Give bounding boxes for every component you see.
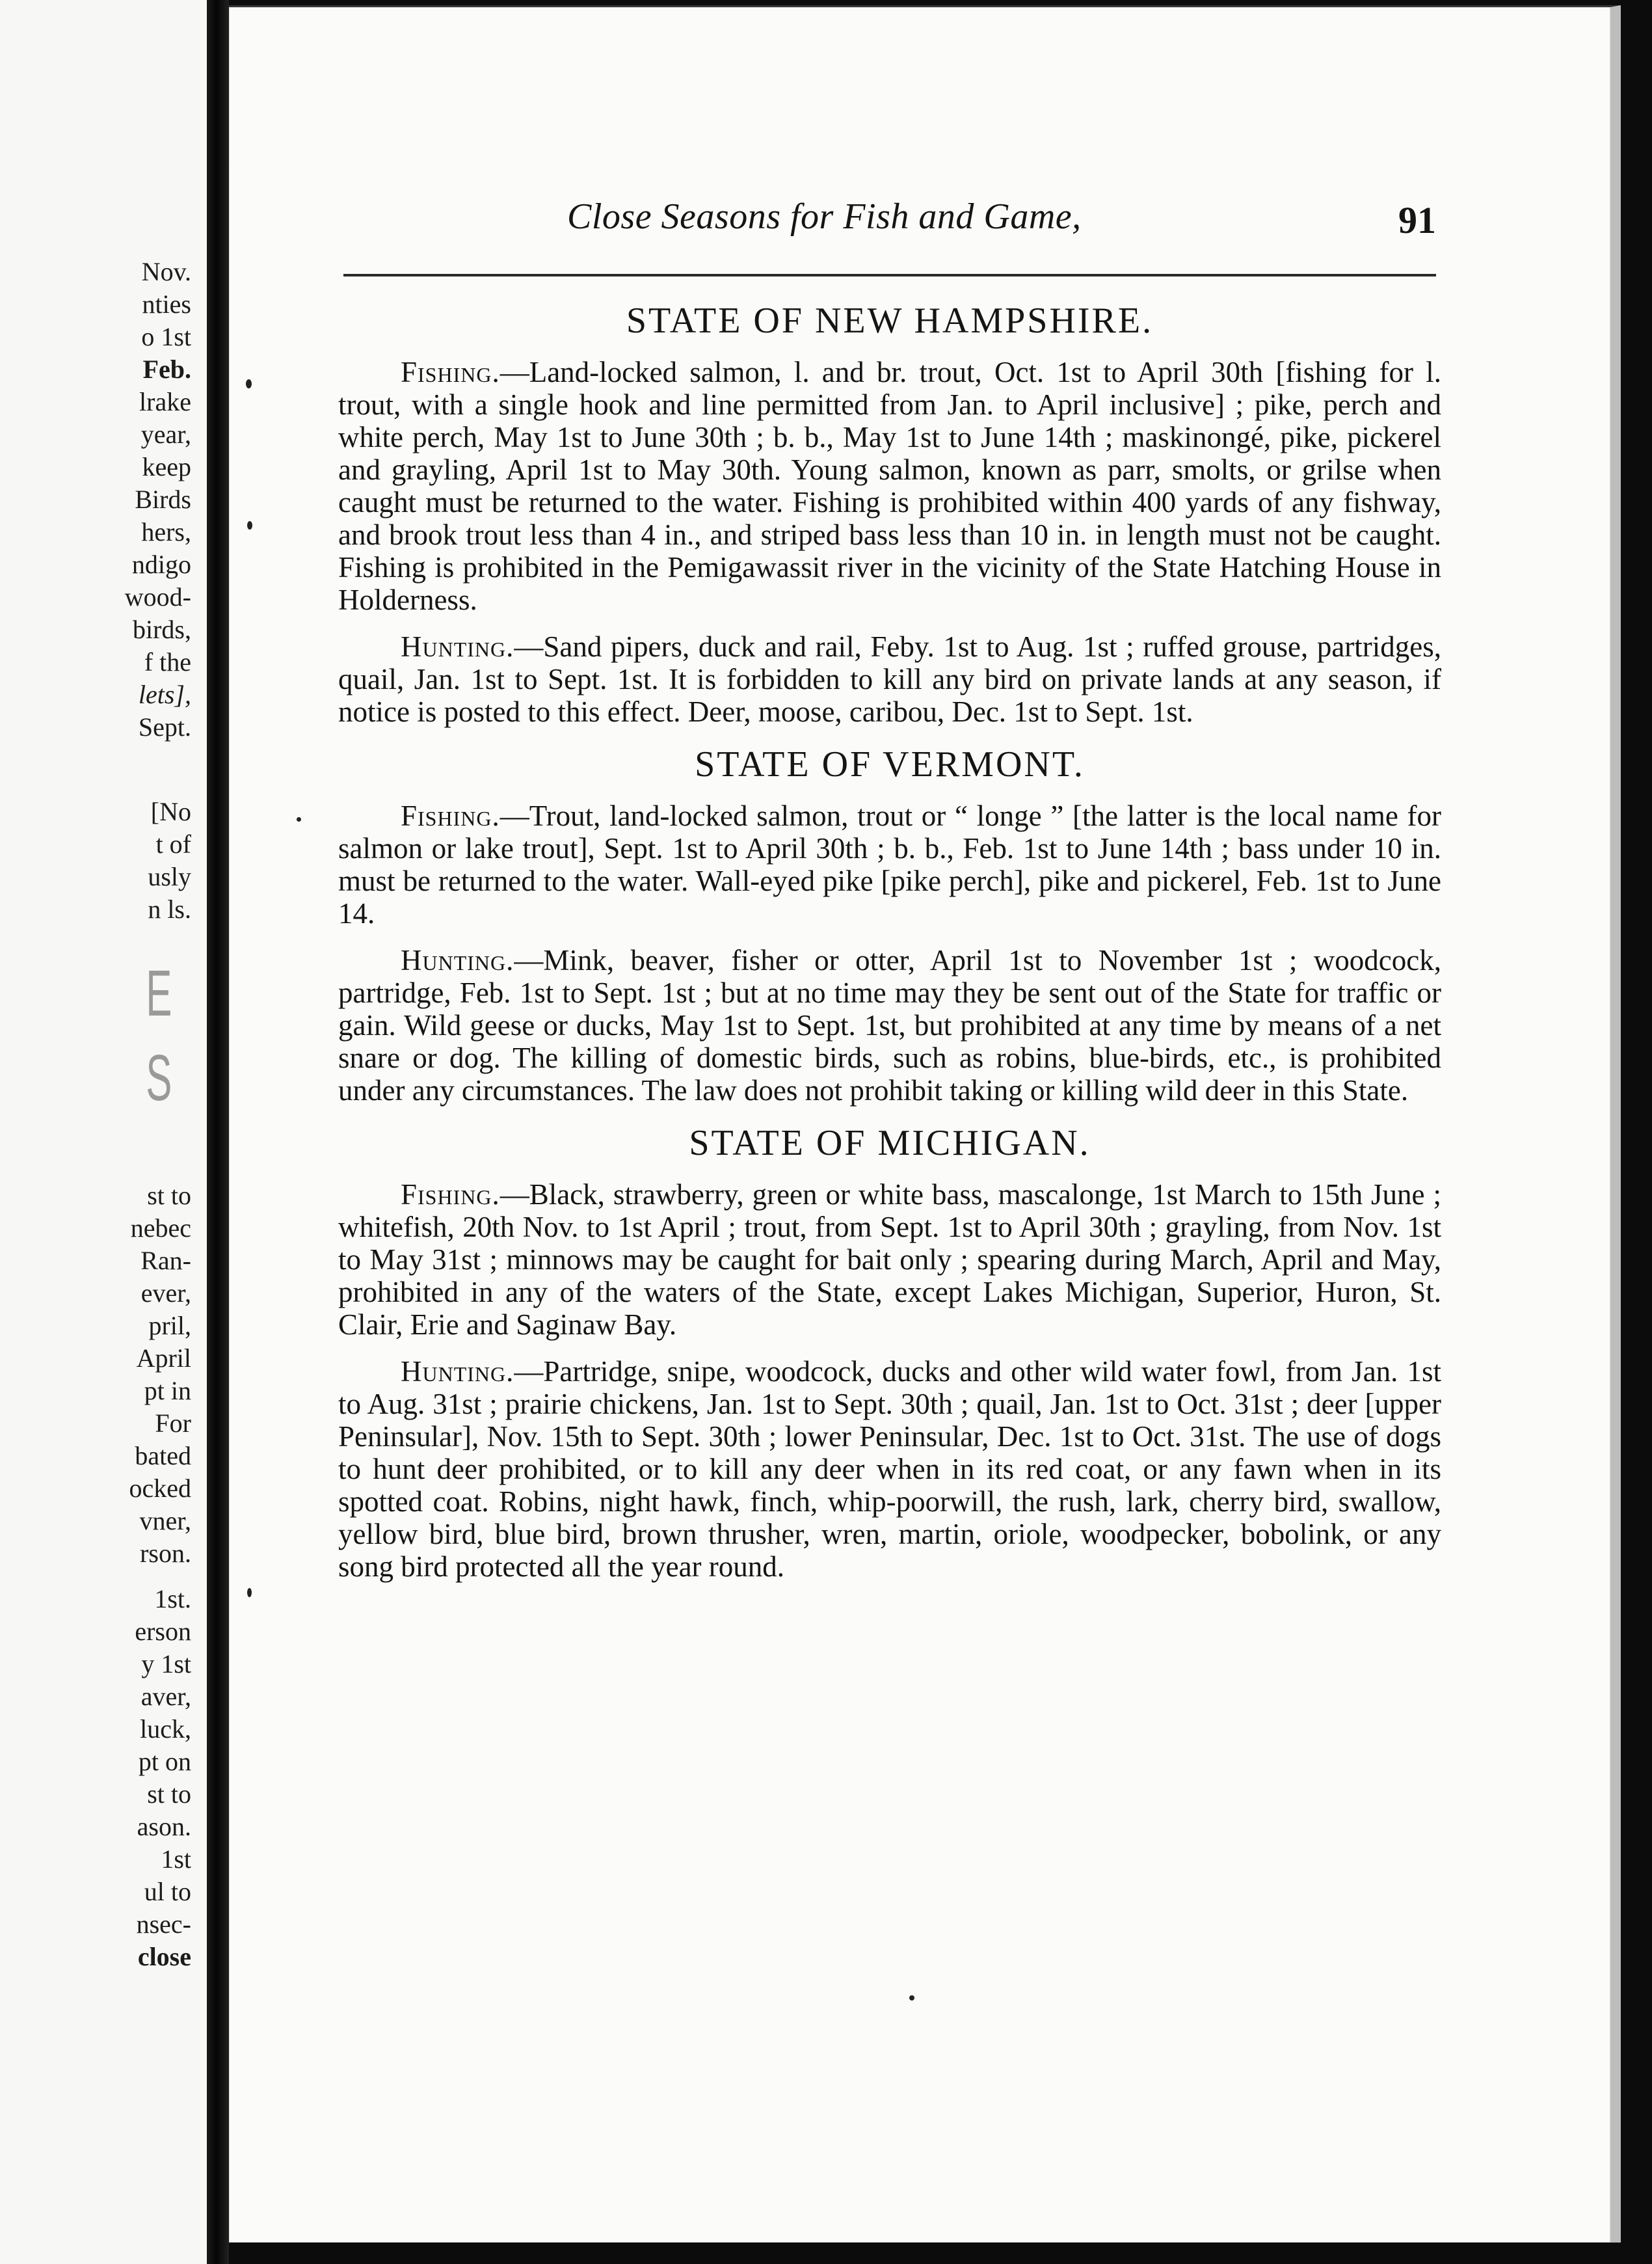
speckle-mark [909,1995,914,2001]
speckle-mark [297,817,301,822]
paragraph-text: —Sand pipers, duck and rail, Feby. 1st to Aug. 1st ; ruffed grouse, partridges, quail, Jan. 1st to Sept. 1st. It is forbidden to kill any bird on private lands at any season, if notice is posted to this effect. Deer, moose, caribou, Dec. 1st to Sept. 1st. [338,630,1441,728]
left-page-fragment: vner, [139,1506,191,1535]
left-page-fragment: pt in [144,1376,191,1405]
left-page-fragment: nebec [130,1213,191,1243]
fishing-paragraph [338,1178,1441,1341]
fishing-paragraph [338,800,1441,930]
section-new-hampshire [338,300,1441,728]
faded-glyph-icon: S [146,1042,172,1114]
left-page-fragment: Feb. [142,355,191,384]
left-page-fragment: Birds [135,485,191,514]
left-page-fragment: wood- [124,582,191,612]
hunting-paragraph [338,944,1441,1107]
paragraph-text: —Black, strawberry, green or white bass, mascalonge, 1st March to 15th June ; whitefish, 20th Nov. to 1st April ; trout, from Sept. 1st to April 30th ; grayling, from Nov. 1st to May 31st ; minnows may be caught for bait only ; spearing during March, April and May, prohibited in any of the waters of the State, except Lakes Michigan, Superior, Huron, St. Clair, Erie and Saginaw Bay. [338,1178,1441,1341]
paragraph-rubric: Fishing. [401,356,500,388]
paragraph-rubric: Fishing. [401,800,500,832]
left-page-fragment: o 1st [141,322,191,351]
page-header [229,196,1610,248]
left-page-fragment: t of [155,829,191,859]
section-heading: STATE OF MICHIGAN. [689,1123,1091,1163]
paragraph-text: —Trout, land-locked salmon, trout or “ longe ” [the latter is the local name for salmon or lake trout], Sept. 1st to April 30th ; b. b., Feb. 1st to June 14th ; bass under 10 in. must be returned to the water. Wall-eyed pike [pike perch], pike and pickerel, Feb. 1st to June 14. [338,800,1441,930]
left-page-fragment: pril, [148,1311,191,1340]
book-page [229,5,1621,2243]
left-page-fragment: st to [147,1779,191,1809]
left-page-fragment: ason. [137,1812,191,1841]
left-page-fragment: luck, [140,1714,191,1744]
left-page-fragment: 1st [161,1844,191,1874]
fishing-paragraph [338,356,1441,616]
left-page-fragment: April [136,1343,191,1373]
section-michigan [338,1122,1441,1583]
left-page-fragment: keep [142,452,191,481]
header-rule [343,274,1436,276]
left-page-fragment: f the [144,647,191,677]
hunting-paragraph [338,1355,1441,1583]
paragraph-text: —Partridge, snipe, woodcock, ducks and other wild water fowl, from Jan. 1st to Aug. 31st ; prairie chickens, Jan. 1st to Sept. 30th ; quail, Jan. 1st to Oct. 31st ; deer [upper Peninsular], Nov. 15th to Sept. 30th ; lower Peninsular, Dec. 1st to Oct. 31st. The use of dogs to hunt deer prohibited, or to kill any deer when in its red coat, or any fawn when in its spotted coat. Robins, night hawk, finch, whip-poorwill, the rush, lark, cherry bird, swallow, yellow bird, blue bird, brown thrusher, wren, martin, oriole, woodpecker, bobolink, or any song bird protected all the year round. [338,1355,1441,1583]
left-page-fragment: ever, [140,1278,191,1308]
paragraph-rubric: Hunting. [401,630,514,663]
left-page-fragment: pt on [138,1747,191,1776]
left-page-fragment: Nov. [141,257,191,286]
left-page-fragment: erson [135,1617,191,1646]
page-body [338,300,1441,1598]
left-page-fragment: aver, [140,1682,191,1711]
left-page-fragment: lets], [138,680,191,709]
left-page-fragment: y 1st [141,1649,191,1678]
left-page-fragment: Ran- [140,1246,191,1275]
paragraph-rubric: Fishing. [401,1178,500,1211]
left-page-fragment: rson. [140,1539,191,1568]
hunting-paragraph [338,630,1441,728]
left-page-fragment: ocked [129,1474,191,1503]
paragraph-rubric: Hunting. [401,944,514,977]
speckle-mark [247,521,252,530]
left-page-fragment: usly [148,862,191,891]
left-page-fragment: Sept. [138,712,191,742]
left-page-fragment: 1st. [154,1584,191,1613]
speckle-mark [247,1588,252,1597]
faded-glyph-icon: E [146,957,172,1030]
left-page-fragment: n ls. [148,895,191,924]
section-vermont [338,744,1441,1107]
left-page-fragment: nties [142,290,191,319]
left-page-fragment: For [155,1408,191,1438]
paragraph-rubric: Hunting. [401,1355,514,1388]
left-page-fragment: lrake [139,387,191,416]
left-page-fragment: ndigo [131,550,191,579]
paragraph-text: —Mink, beaver, fisher or otter, April 1st to November 1st ; woodcock, partridge, Feb. 1st to Sept. 1st ; but at no time may they be sent out of the State for traffic or gain. Wild geese or ducks, May 1st to Sept. 1st, but prohibited at any time by means of a net snare or dog. The killing of domestic birds, such as robins, blue-birds, etc., is prohibited under any circumstances. The law does not prohibit taking or killing wild deer in this State. [338,944,1441,1107]
left-page-fragment: hers, [141,517,191,546]
page-number: 91 [1398,199,1436,241]
book-gutter [207,0,229,2264]
left-page-fragment: [No [150,797,191,826]
running-title: Close Seasons for Fish and Game, [567,196,1082,237]
speckle-mark [246,379,252,388]
left-page-fragment: year, [140,420,191,449]
paragraph-text: —Land-locked salmon, l. and br. trout, Oct. 1st to April 30th [fishing for l. trout, with a single hook and line permitted from Jan. to April inclusive] ; pike, perch and white perch, May 1st to June 30th ; b. b., May 1st to June 14th ; maskinongé, pike, pickerel and grayling, April 1st to May 30th. Young salmon, known as parr, smolts, or grilse when caught must be returned to the water. Fishing is prohibited within 400 yards of any fishway, and brook trout less than 4 in., and striped bass less than 10 in. in length must not be caught. Fishing is prohibited in the Pemigawassit river in the vicinity of the State Hatching House in Holderness. [338,356,1441,616]
left-page-fragment: birds, [133,615,191,644]
left-page-fragment: st to [147,1181,191,1210]
section-heading: STATE OF VERMONT. [695,744,1085,785]
left-page-fragment: bated [135,1441,191,1470]
left-page-fragment: ul to [144,1877,191,1906]
left-page-fragment: nsec- [136,1909,191,1939]
left-facing-page [0,0,207,2264]
section-heading: STATE OF NEW HAMPSHIRE. [626,301,1154,341]
left-page-fragment: close [137,1942,191,1971]
